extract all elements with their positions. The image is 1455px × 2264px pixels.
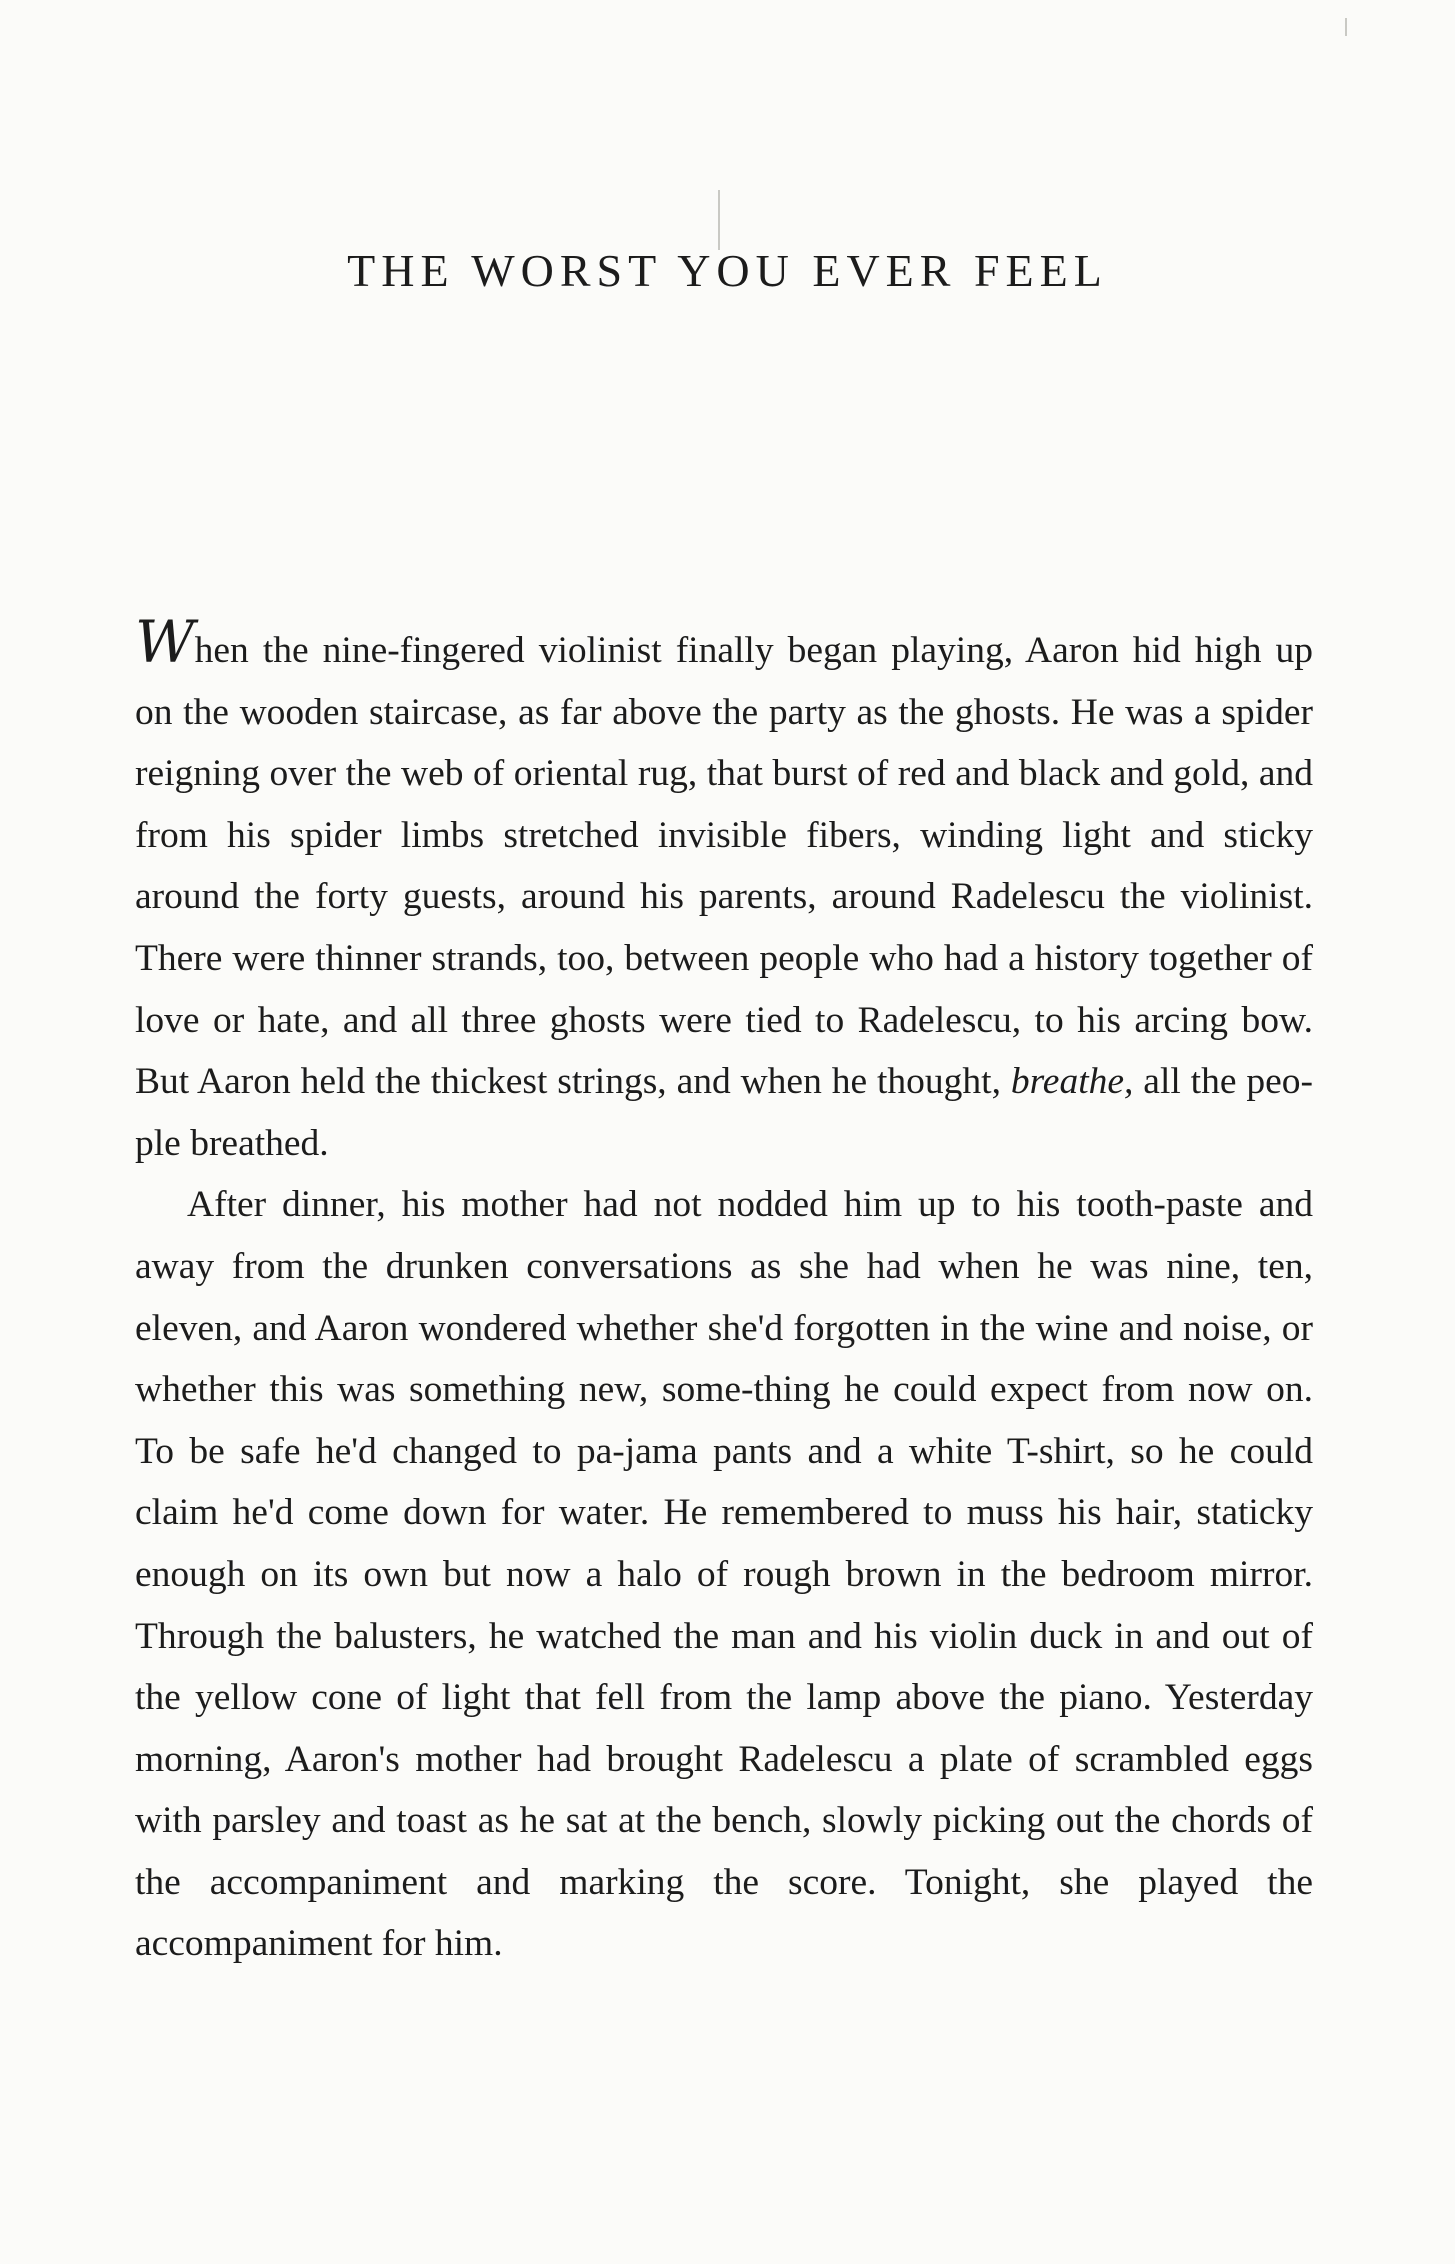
paragraph-1-text: hen the nine-fingered violinist finally began playing, Aaron hid high up on the wooden staircase, as far above the party as the ghosts. He was a spider reigning over the web of oriental rug, that burst of red and black and gold, and from his spider limbs stretched invisible fibers, winding light and sticky around the forty guests, around his parents, around Radelescu the violinist. There were thinner strands, too, between people who had a history together of love or hate, and all three ghosts were tied to Radelescu, to his arcing bow. But Aaron held the thickest strings, and when he thought,: [135, 630, 1313, 1103]
paragraph-1: [135, 608, 1314, 1174]
paragraph-1-end: all the peo-ple breathed.: [135, 1061, 1314, 1164]
body-text: [135, 608, 1314, 1975]
emphasis-breathe: breathe,: [1010, 1061, 1134, 1103]
scan-mark: [718, 190, 720, 250]
scan-mark: [1345, 18, 1347, 36]
drop-cap: W: [135, 608, 195, 676]
paragraph-2: After dinner, his mother had not nodded him up to his tooth-paste and away from the drunken conversations as she had when he was nine, ten, eleven, and Aaron wondered whether she'd forgotten in the wine and noise, or whether this was something new, some-thing he could expect from now on. To be safe he'd changed to pa-jama pants and a white T-shirt, so he could claim he'd come down for water. He remembered to muss his hair, staticky enough on its own but now a halo of rough brown in the bedroom mirror. Through the balusters, he watched the man and his violin duck in and out of the yellow cone of light that fell from the lamp above the piano. Yesterday morning, Aaron's mother had brought Radelescu a plate of scrambled eggs with parsley and toast as he sat at the bench, slowly picking out the chords of the accompaniment and marking the score. Tonight, she played the accompaniment for him.: [135, 1184, 1313, 1965]
chapter-title: THE WORST YOU EVER FEEL: [347, 245, 1108, 296]
